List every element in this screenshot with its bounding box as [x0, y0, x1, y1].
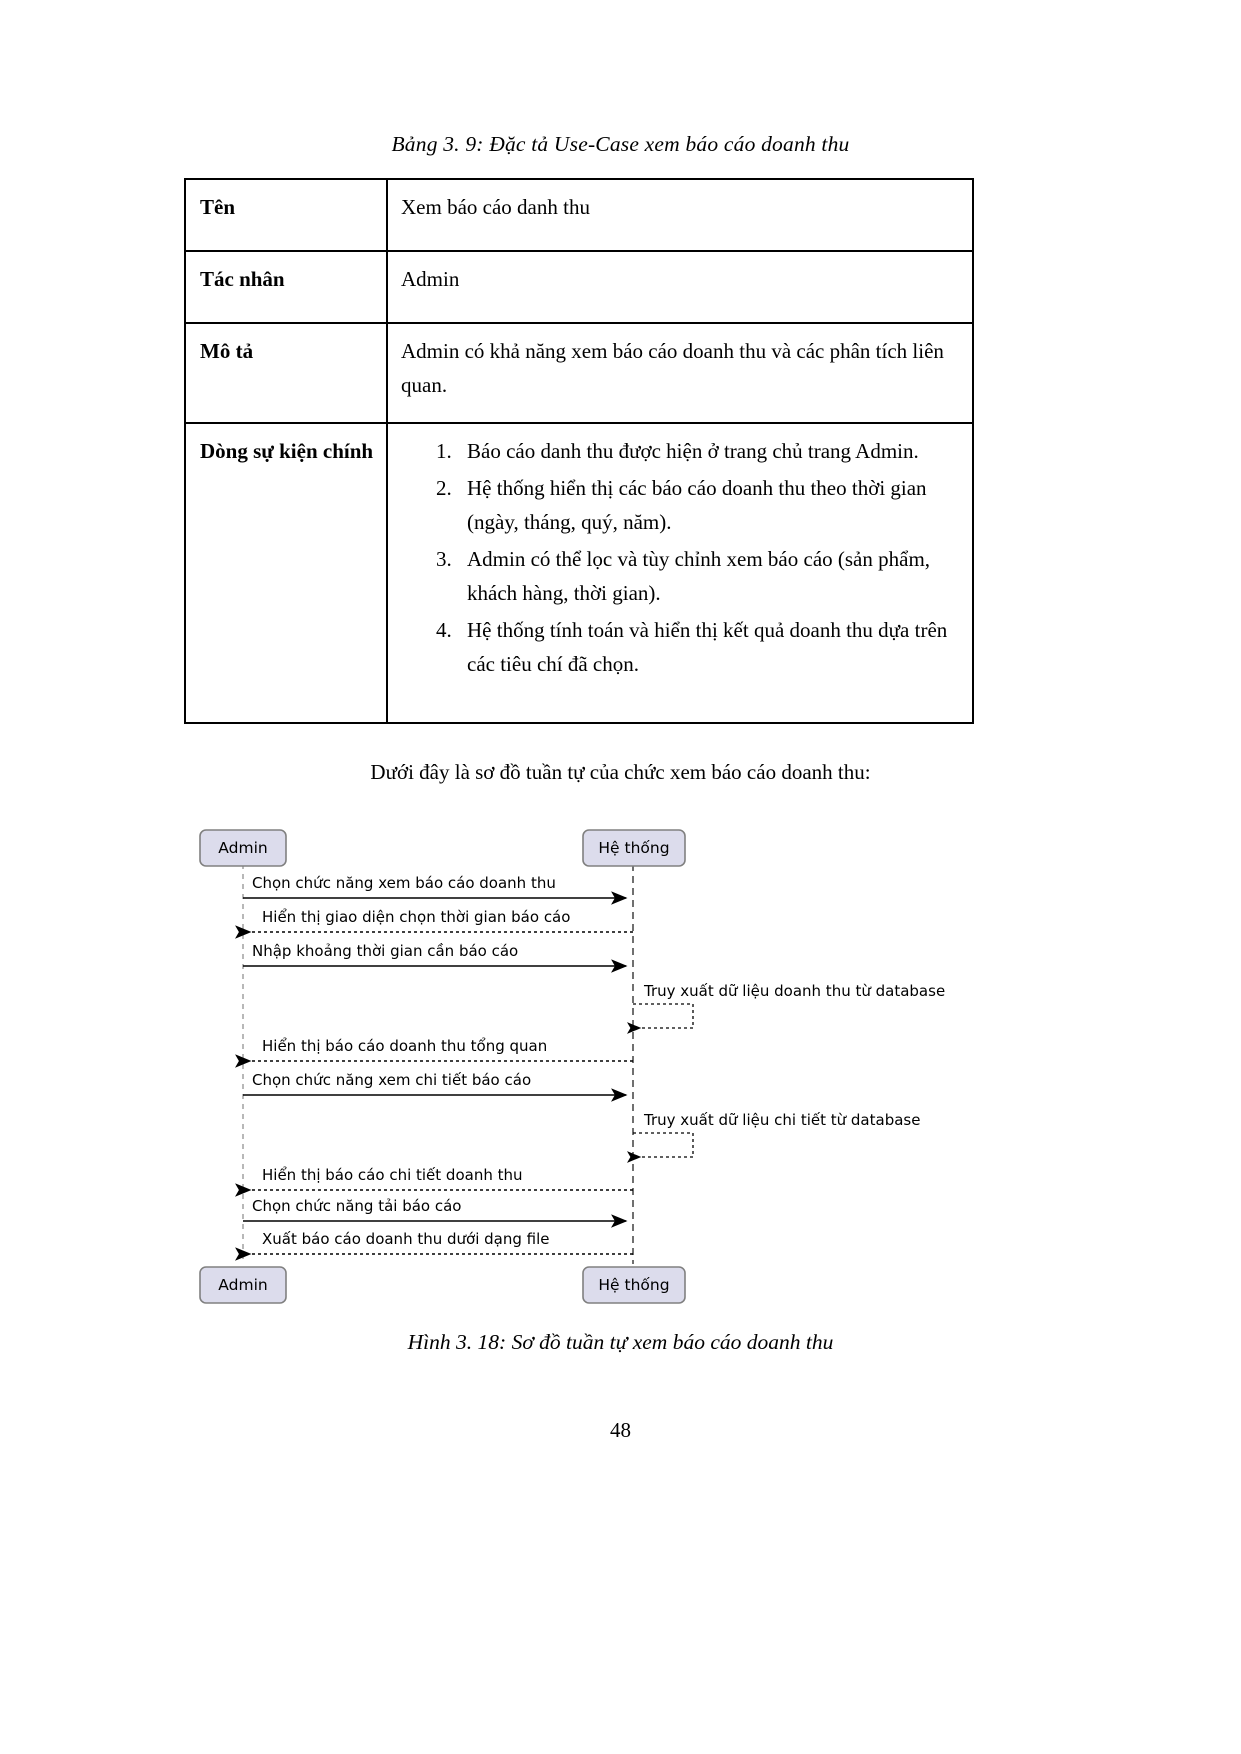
actor-box-he-thong-top	[583, 830, 685, 866]
actor-label-he-thong-top: Hệ thống	[598, 839, 670, 857]
actor-label-he-thong-bottom: Hệ thống	[598, 1276, 670, 1294]
table-caption: Bảng 3. 9: Đặc tả Use-Case xem báo cáo doanh thu	[391, 132, 850, 156]
message-label-3: Nhập khoảng thời gian cần báo cáo	[252, 942, 519, 960]
page-number: 48	[610, 1418, 631, 1442]
message-label-7: Truy xuất dữ liệu chi tiết từ database	[644, 1111, 921, 1129]
list-item: 1. Báo cáo danh thu được hiện ở trang chủ trang Admin.	[457, 434, 960, 468]
table-row-mo-ta	[185, 323, 973, 423]
use-case-table	[184, 178, 974, 724]
intro-paragraph: Dưới đây là sơ đồ tuần tự của chức xem báo cáo doanh thu:	[370, 760, 871, 784]
message-self-arrow-7	[633, 1133, 693, 1157]
message-label-2: Hiển thị giao diện chọn thời gian báo cáo	[262, 908, 571, 926]
actor-label-admin-top: Admin	[218, 839, 268, 857]
sequence-diagram	[180, 812, 1060, 1312]
row-label-mo-ta: Mô tả	[185, 323, 387, 423]
message-label-4: Truy xuất dữ liệu doanh thu từ database	[644, 982, 946, 1000]
list-item: 4. Hệ thống tính toán và hiển thị kết quả doanh thu dựa trên các tiêu chí đã chọn.	[457, 613, 960, 681]
row-value-ten: Xem báo cáo danh thu	[387, 179, 973, 251]
row-label-ten: Tên	[185, 179, 387, 251]
table-row-dong-su-kien	[185, 423, 973, 723]
list-item: 3. Admin có thể lọc và tùy chỉnh xem báo cáo (sản phẩm, khách hàng, thời gian).	[457, 542, 960, 610]
message-label-9: Chọn chức năng tải báo cáo	[252, 1197, 462, 1215]
actor-box-admin-bottom	[200, 1267, 286, 1303]
actor-box-he-thong-bottom	[583, 1267, 685, 1303]
message-label-8: Hiển thị báo cáo chi tiết doanh thu	[262, 1166, 523, 1184]
table-row-ten	[185, 179, 973, 251]
row-value-tac-nhan: Admin	[387, 251, 973, 323]
list-item: 2. Hệ thống hiển thị các báo cáo doanh thu theo thời gian (ngày, tháng, quý, năm).	[457, 471, 960, 539]
actor-label-admin-bottom: Admin	[218, 1276, 268, 1294]
actor-box-admin-top	[200, 830, 286, 866]
message-label-10: Xuất báo cáo doanh thu dưới dạng file	[262, 1230, 550, 1248]
row-value-dong-su-kien	[387, 423, 973, 723]
row-label-tac-nhan: Tác nhân	[185, 251, 387, 323]
row-label-dong-su-kien: Dòng sự kiện chính	[185, 423, 387, 723]
message-label-5: Hiển thị báo cáo doanh thu tổng quan	[262, 1037, 548, 1055]
message-label-1: Chọn chức năng xem báo cáo doanh thu	[252, 874, 556, 892]
table-row-tac-nhan	[185, 251, 973, 323]
event-flow-list	[401, 434, 960, 681]
message-label-6: Chọn chức năng xem chi tiết báo cáo	[252, 1071, 532, 1089]
message-self-arrow-4	[633, 1004, 693, 1028]
row-value-mo-ta: Admin có khả năng xem báo cáo doanh thu và các phân tích liên quan.	[387, 323, 973, 423]
figure-caption: Hình 3. 18: Sơ đồ tuần tự xem báo cáo doanh thu	[407, 1330, 834, 1354]
